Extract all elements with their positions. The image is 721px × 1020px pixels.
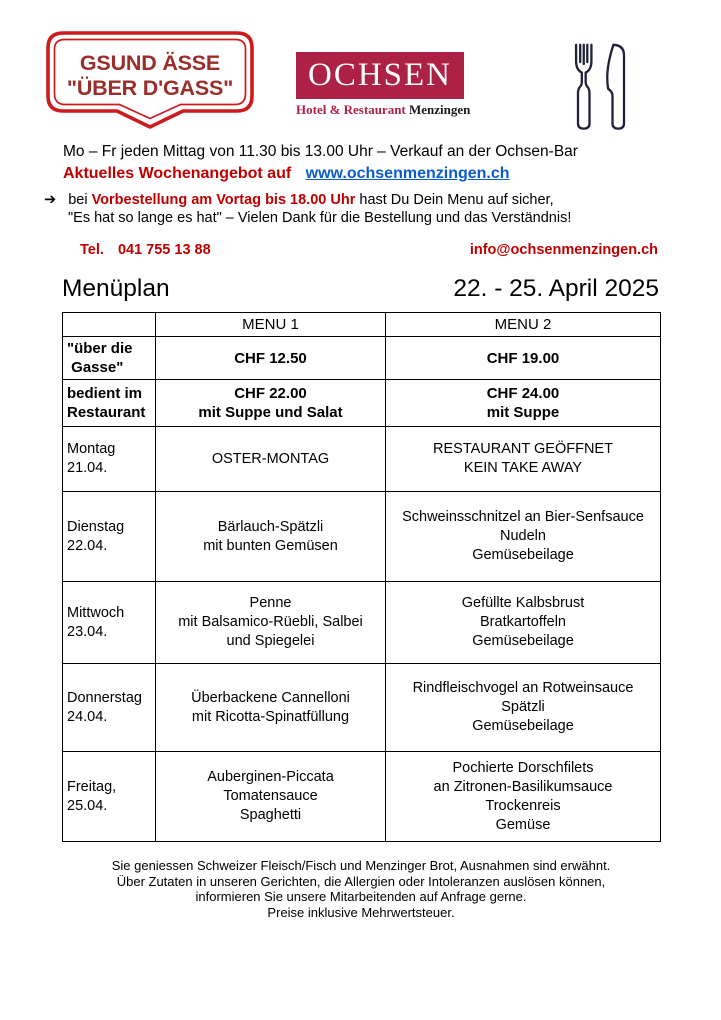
day-label: Montag 21.04.: [63, 427, 156, 492]
quote-line: "Es hat so lange es hat" – Vielen Dank für die Bestellung und das Verständnis!: [68, 210, 572, 226]
ochsen-subtitle: [296, 102, 471, 118]
menu2-dish: Gefüllte Kalbsbrust Bratkartoffeln Gemüsebeilage: [386, 582, 661, 664]
footer-line: Über Zutaten in unseren Gerichten, die Allergien oder Intoleranzen auslösen können,: [116, 873, 606, 889]
menu2-dish: Schweinsschnitzel an Bier-Senfsauce Nudeln Gemüsebeilage: [386, 492, 661, 582]
table-header-row: [63, 313, 661, 337]
ochsen-logo: [296, 52, 471, 118]
phone-number: 041 755 13 88: [117, 242, 211, 258]
menu-table: [62, 312, 661, 842]
footer-line: informieren Sie unsere Mitarbeitenden auf Anfrage gerne.: [195, 889, 527, 904]
page-title: Menüplan: [62, 275, 170, 302]
menu2-dish: Pochierte Dorschfilets an Zitronen-Basilikumsauce Trockenreis Gemüse: [386, 752, 661, 842]
day-row-montag: [63, 427, 661, 492]
ochsen-wordmark: OCHSEN: [296, 52, 464, 99]
header: [0, 0, 721, 132]
weekly-offer-label: Aktuelles Wochenangebot auf: [63, 165, 292, 182]
title-bar: [62, 275, 659, 303]
fork-knife-icon: [556, 40, 646, 132]
price-label: bedient im Restaurant: [63, 380, 156, 427]
menu1-price: CHF 12.50: [156, 337, 386, 380]
footer-notes: [62, 858, 660, 920]
day-row-dienstag: [63, 492, 661, 582]
menu1-dish: Überbackene Cannelloni mit Ricotta-Spinatfüllung: [156, 664, 386, 752]
ochsen-subtitle-red: Hotel & Restaurant: [296, 102, 406, 117]
email-link[interactable]: info@ochsenmenzingen.ch: [469, 242, 658, 258]
header-menu2: MENU 2: [386, 313, 661, 337]
day-label: Dienstag 22.04.: [63, 492, 156, 582]
website-link[interactable]: www.ochsenmenzingen.ch: [305, 165, 510, 182]
preorder-highlight: Vorbestellung am Vortag bis 18.00 Uhr: [91, 192, 356, 208]
ochsen-subtitle-dark: Menzingen: [409, 102, 471, 117]
header-empty-cell: [63, 313, 156, 337]
footer-line: Sie geniessen Schweizer Fleisch/Fisch und Menzinger Brot, Ausnahmen sind erwähnt.: [111, 858, 611, 873]
menu1-dish: Penne mit Balsamico-Rüebli, Salbei und Spiegelei: [156, 582, 386, 664]
menu1-dish: Bärlauch-Spätzli mit bunten Gemüsen: [156, 492, 386, 582]
bubble-slogan-line2: "ÜBER D'GASS": [66, 76, 234, 100]
price-label: "über die Gasse": [63, 337, 156, 380]
date-range: 22. - 25. April 2025: [453, 275, 659, 302]
day-label: Donnerstag 24.04.: [63, 664, 156, 752]
menu2-dish: Rindfleischvogel an Rotweinsauce Spätzli Gemüsebeilage: [386, 664, 661, 752]
menu2-price: CHF 19.00: [386, 337, 661, 380]
day-row-donnerstag: [63, 664, 661, 752]
footer-line: Preise inklusive Mehrwertsteuer.: [267, 904, 455, 920]
contact-row: [80, 242, 658, 258]
preorder-prefix: bei: [68, 192, 88, 208]
arrow-icon: ➔: [44, 192, 57, 208]
weekly-offer-line: [63, 165, 721, 183]
menu1-dish: OSTER-MONTAG: [156, 427, 386, 492]
menu2-price: CHF 24.00 mit Suppe: [386, 380, 661, 427]
gsund-aesse-logo: [45, 30, 255, 132]
menu2-dish: RESTAURANT GEÖFFNET KEIN TAKE AWAY: [386, 427, 661, 492]
day-row-freitag: [63, 752, 661, 842]
menu1-dish: Auberginen-Piccata Tomatensauce Spaghetti: [156, 752, 386, 842]
menu1-price: CHF 22.00 mit Suppe und Salat: [156, 380, 386, 427]
day-label: Mittwoch 23.04.: [63, 582, 156, 664]
phone-label: Tel.: [80, 242, 104, 258]
price-row-takeaway: [63, 337, 661, 380]
day-label: Freitag, 25.04.: [63, 752, 156, 842]
opening-hours-line: Mo – Fr jeden Mittag von 11.30 bis 13.00 Uhr – Verkauf an der Ochsen-Bar: [63, 143, 578, 160]
bubble-slogan: [45, 40, 255, 112]
phone: [80, 242, 211, 258]
header-menu1: MENU 1: [156, 313, 386, 337]
bubble-slogan-line1: GSUND ÄSSE: [79, 51, 221, 75]
preorder-suffix: hast Du Dein Menu auf sicher,: [359, 192, 554, 208]
preorder-line: [44, 191, 721, 209]
price-row-restaurant: [63, 380, 661, 427]
day-row-mittwoch: [63, 582, 661, 664]
